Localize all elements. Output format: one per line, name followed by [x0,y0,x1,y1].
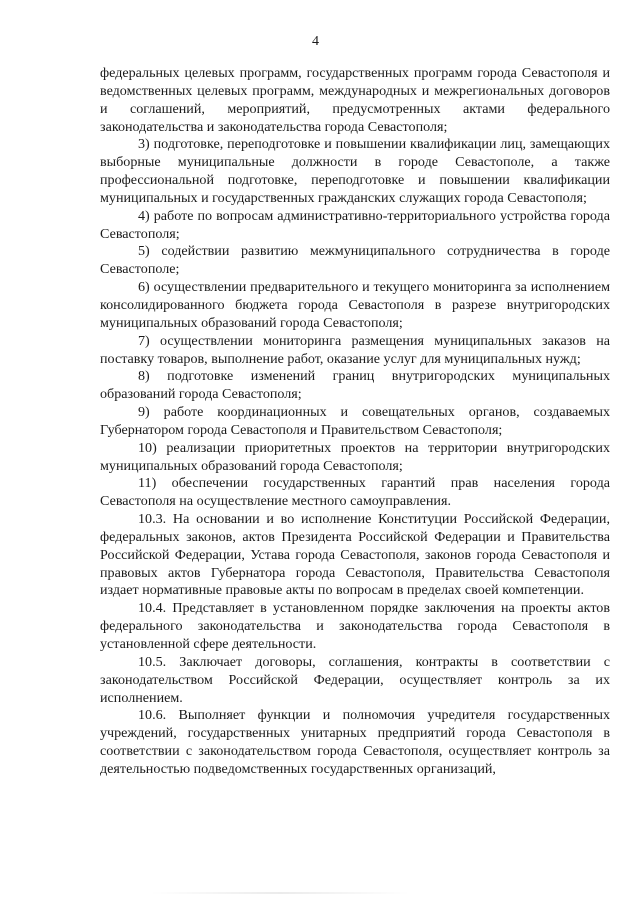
paragraph: 9) работе координационных и совещательных органов, создаваемых Губернатором города Севастополя и Правительством Севастополя; [100,404,610,438]
paragraph: 4) работе по вопросам административно-территориального устройства города Севастополя; [100,207,610,242]
paragraph: 10.3. На основании и во исполнение Конституции Российской Федерации, федеральных законов, актов Президента Российской Федерации и Правительства Российской Федерации, Устава города Севастополя, законов города Севастополя и правовых актов Губернатора города Севастополя, Правительства Севастополя издает нормативные правовые акты по вопросам в пределах своей компетенции. [100,511,610,599]
paragraph: 10.4. Представляет в установленном порядке заключения на проекты актов федерального законодательства и законодательства города Севастополя в установленной сфере деятельности. [100,600,610,652]
paragraph: 7) осуществлении мониторинга размещения муниципальных заказов на поставку товаров, выполнение работ, оказание услуг для муниципальных нужд; [100,332,610,367]
scan-artifact [150,892,410,894]
page-number: 4 [312,34,319,49]
paragraph: 8) подготовке изменений границ внутригородских муниципальных образований города Севастополя; [100,368,610,403]
document-body [100,65,610,779]
paragraph: 11) обеспечении государственных гарантий прав населения города Севастополя на осуществление местного самоуправления. [100,475,610,510]
paragraph: 10.5. Заключает договоры, соглашения, контракты в соответствии с законодательством Российской Федерации, осуществляет контроль за их исполнением. [100,653,610,706]
paragraph: 10.6. Выполняет функции и полномочия учредителя государственных учреждений, государственных унитарных предприятий города Севастополя в соответствии с законодательством города Севастополя, осуществляет контроль за деятельностью подведомственных государственных организаций, [100,707,610,777]
paragraph: 10) реализации приоритетных проектов на территории внутригородских муниципальных образований города Севастополя; [100,439,610,474]
paragraph: 3) подготовке, переподготовке и повышении квалификации лиц, замещающих выборные муниципальные должности в городе Севастополе, а также профессиональной подготовке, переподготовке и повышении квалификации муниципальных и государственных гражданских служащих города Севастополя; [100,136,610,206]
paragraph: 5) содействии развитию межмуниципального сотрудничества в городе Севастополе; [100,243,610,278]
paragraph: федеральных целевых программ, государственных программ города Севастополя и ведомственных целевых программ, международных и межрегиональных договоров и соглашений, мероприятий, предусмотренных актами федерального законодательства и законодательства города Севастополя; [100,65,610,135]
paragraph: 6) осуществлении предварительного и текущего мониторинга за исполнением консолидированного бюджета города Севастополя в разрезе внутригородских муниципальных образований города Севастополя; [100,279,610,331]
